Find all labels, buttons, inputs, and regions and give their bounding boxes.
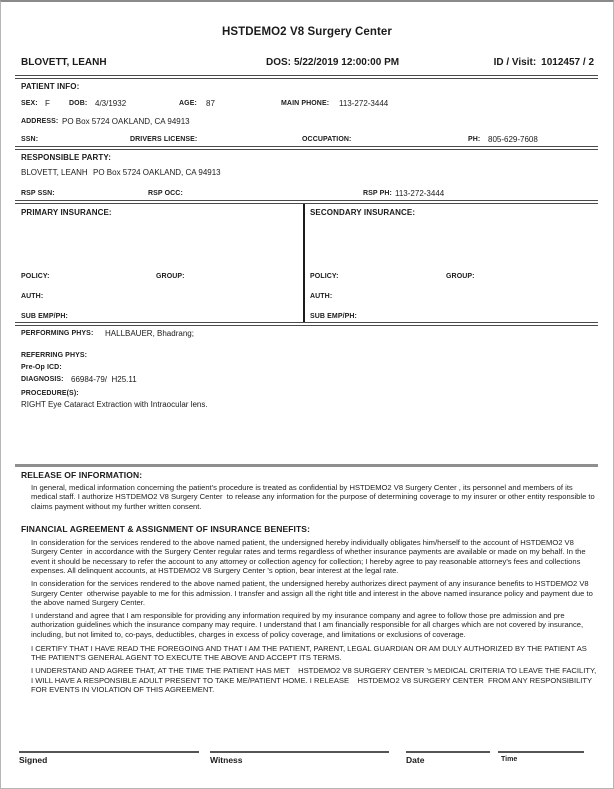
section-divider [15, 200, 598, 204]
age-value: 87 [206, 99, 215, 108]
primary-group-label: GROUP: [156, 273, 185, 280]
rsp-ph-label: RSP PH: [363, 190, 392, 197]
section-title-secondary-insurance: SECONDARY INSURANCE: [310, 208, 416, 217]
address-value: PO Box 5724 OAKLAND, CA 94913 [62, 117, 190, 126]
date-label: Date [406, 755, 425, 765]
signed-line[interactable] [19, 751, 199, 753]
rsp-name: BLOVETT, LEANH [21, 168, 88, 177]
diagnosis-label: DIAGNOSIS: [21, 376, 64, 383]
financial-paragraphs [31, 538, 597, 698]
patient-name: BLOVETT, LEANH [21, 57, 107, 68]
primary-policy-label: POLICY: [21, 273, 50, 280]
secondary-auth-label: AUTH: [310, 293, 333, 300]
performing-phys-label: PERFORMING PHYS: [21, 330, 94, 337]
sex-label: SEX: [21, 100, 38, 107]
secondary-sub-emp-label: SUB EMP/PH: [310, 313, 357, 320]
id-visit-label: ID / Visit: [493, 57, 537, 68]
id-visit-value: 1012457 / 2 [541, 57, 594, 68]
performing-phys-value: HALLBAUER, Bhadrang; [105, 329, 194, 338]
main-phone-value: 113-272-3444 [339, 99, 389, 108]
signed-label: Signed [19, 755, 48, 765]
rsp-occ-label: RSP OCC: [148, 190, 183, 197]
procedures-value: RIGHT Eye Cataract Extraction with Intraocular lens. [21, 400, 208, 409]
ph-label: PH: [468, 136, 481, 143]
financial-paragraph: I understand and agree that I am responsible for providing any information required by my insurance company and agree to follow those pre admission and pre authorization guidelines which the insurance company may require. I understand that I am financially responsible for all charges which are not covered by insurance, including, but not limited to, co-pays, deductibles, charges in excess of policy coverage, and limitations or exclusions of coverage. [31, 610, 586, 639]
address-label: ADDRESS: [21, 118, 59, 125]
procedures-label: PROCEDURE(S): [21, 390, 79, 397]
section-title-financial: FINANCIAL AGREEMENT & ASSIGNMENT OF INSURANCE BENEFITS: [21, 524, 310, 534]
financial-paragraph: In consideration for the services rendered to the above named patient, the undersigned hereby individually obligates him/herself to the account of HSTDEMO2 V8 Surgery Center in accordance with the Surgery Center regular rates and terms regardless of whether insurance payments are available or made on my behalf. In the event it should be necessary to refer the account to any attorney or collection agency for collection; I hereby agree to pay reasonable attorney's fees and collections expenses. All delinquent accounts, at HSTDEMO2 V8 Surgery Center 's option, bear interest at the legal rate. [31, 538, 588, 576]
section-divider [15, 322, 598, 326]
pre-op-icd-label: Pre-Op ICD: [21, 364, 62, 371]
release-body: In general, medical information concerning the patient's procedure is treated as confidential by HSTDEMO2 V8 Surgery Center , its personnel and members of its medical staff. I authorize HSTDEMO2 V8 Surgery Center to release any information for the purpose of determining coverage to my insurer or other entity responsible to claims payment without my further written consent. [31, 483, 597, 511]
section-title-primary-insurance: PRIMARY INSURANCE: [21, 208, 112, 217]
primary-sub-emp-label: SUB EMP/PH: [21, 313, 68, 320]
time-label: Time [501, 756, 518, 763]
financial-paragraph-certify: I CERTIFY THAT I HAVE READ THE FOREGOING AND THAT I AM THE PATIENT, PARENT, LEGAL GUARDIAN OR AM DULY AUTHORIZED BY THE PATIENT AS THE PATIENT'S GENERAL AGENT TO EXECUTE THE ABOVE AND ACCEPT ITS TERMS. [31, 644, 589, 663]
dob-label: DOB: [69, 100, 88, 107]
insurance-column-divider [303, 204, 305, 323]
rsp-address: PO Box 5724 OAKLAND, CA 94913 [93, 168, 221, 177]
section-title-responsible-party: RESPONSIBLE PARTY: [21, 153, 111, 162]
section-divider [15, 464, 598, 467]
secondary-policy-label: POLICY: [310, 273, 339, 280]
main-phone-label: MAIN PHONE: [281, 100, 330, 107]
sex-value: F [45, 99, 50, 108]
rsp-ph-value: 113-272-3444 [395, 189, 445, 198]
dos-label: DOS: [266, 57, 291, 68]
occupation-label: OCCUPATION: [302, 136, 352, 143]
witness-line[interactable] [210, 751, 389, 753]
rsp-ssn-label: RSP SSN: [21, 190, 55, 197]
page-title: HSTDEMO2 V8 Surgery Center [221, 26, 393, 38]
diagnosis-value: 66984-79/ H25.11 [71, 375, 137, 384]
primary-auth-label: AUTH: [21, 293, 44, 300]
age-label: AGE: [179, 100, 197, 107]
financial-paragraph: In consideration for the services rendered to the above named patient, the undersigned hereby authorizes direct payment of any insurance benefits to HSTDEMO2 V8 Surgery Center otherwise payable to me for this admission. I transfer and assign all the right title and interest in the above named insurance policy and payment due to the above named Surgery Center. [31, 579, 595, 607]
financial-paragraph-release-agreement: I UNDERSTAND AND AGREE THAT, AT THE TIME THE PATIENT HAS MET HSTDEMO2 V8 SURGERY CENTER 's MEDICAL CRITERIA TO LEAVE THE FACILITY, I WILL HAVE A RESPONSIBLE ADULT PRESENT TO TAKE ME/PATIENT HOME. I RELEASE HSTDEMO2 V8 SURGERY CENTER FROM ANY RESPONSIBILITY FOR EVENTS IN VIOLATION OF THIS AGREEMENT. [31, 666, 599, 695]
time-line[interactable] [498, 751, 584, 753]
section-title-patient-info: PATIENT INFO: [21, 82, 80, 91]
section-title-release: RELEASE OF INFORMATION: [21, 470, 143, 480]
ph-value: 805-629-7608 [488, 135, 538, 144]
ssn-label: SSN: [21, 136, 39, 143]
dos-value: 5/22/2019 12:00:00 PM [294, 57, 400, 68]
dob-value: 4/3/1932 [95, 99, 127, 108]
section-divider [15, 75, 598, 79]
drivers-license-label: DRIVERS LICENSE: [130, 136, 198, 143]
section-divider [15, 146, 598, 150]
date-line[interactable] [406, 751, 490, 753]
id-visit [494, 57, 594, 68]
referring-phys-label: REFERRING PHYS: [21, 352, 88, 359]
witness-label: Witness [210, 755, 243, 765]
secondary-group-label: GROUP: [446, 273, 475, 280]
